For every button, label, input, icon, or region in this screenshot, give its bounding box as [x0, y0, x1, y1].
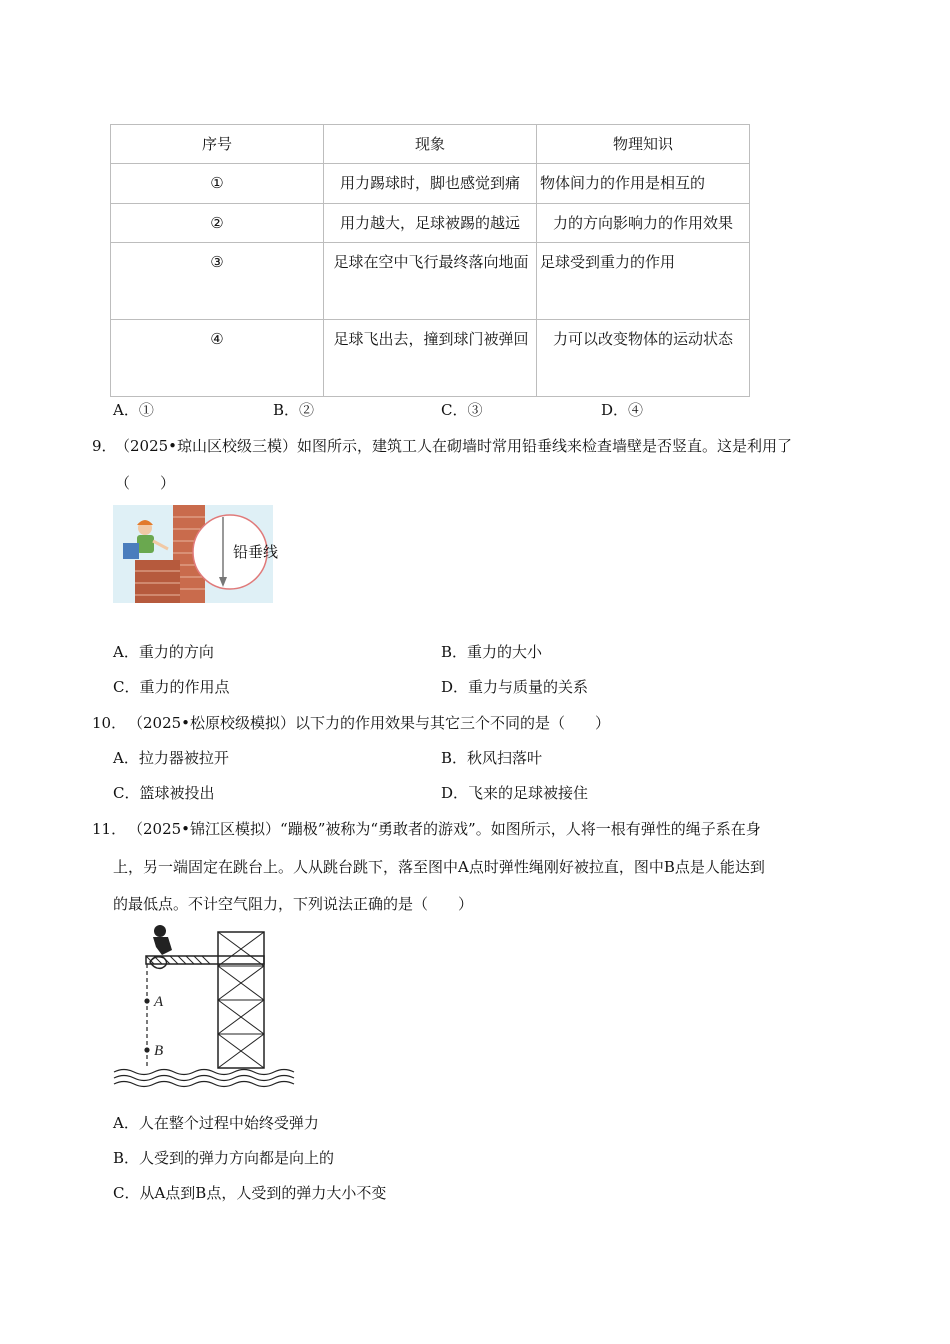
row-num: ③: [111, 243, 324, 320]
row-phenomenon: 用力越大，足球被踢的越远: [324, 204, 537, 243]
jumper: [150, 925, 172, 968]
row-knowledge: 力的方向影响力的作用效果: [537, 204, 750, 243]
q9-stem-line1: （2025•琼山区校级三模）如图所示，建筑工人在砌墙时常用铅垂线来检查墙壁是否竖直。这是利用了: [115, 437, 793, 455]
q10-option-d[interactable]: D．飞来的足球被接住: [441, 784, 589, 802]
row-knowledge: 力可以改变物体的运动状态: [537, 320, 750, 397]
q10-stem-line1: （2025•松原校级模拟）以下力的作用效果与其它三个不同的是（ ）: [128, 714, 611, 732]
row-phenomenon: 足球飞出去，撞到球门被弹回: [324, 320, 537, 397]
plumb-line-figure: [113, 505, 279, 603]
tower: [218, 932, 264, 1068]
header-knowledge: 物理知识: [537, 125, 750, 164]
row-phenomenon: 用力踢球时，脚也感觉到痛: [324, 164, 537, 204]
q10-number: 10．: [92, 714, 127, 732]
bungee-figure: [110, 922, 295, 1087]
label-b: B: [154, 1043, 164, 1059]
water-waves: [114, 1070, 294, 1087]
plumb-label: 铅垂线: [233, 544, 279, 561]
knowledge-table: [110, 124, 750, 397]
q8-option-a[interactable]: A．①: [113, 401, 154, 419]
row-num: ①: [111, 164, 324, 204]
q9-stem-line2: （ ）: [115, 474, 176, 492]
point-b: [144, 1047, 149, 1052]
q11-option-b[interactable]: B．人受到的弹力方向都是向上的: [113, 1149, 335, 1167]
table-row: [111, 243, 750, 320]
q11-stem-line1: （2025•锦江区模拟）“蹦极”被称为“勇敢者的游戏”。如图所示，人将一根有弹性的绳子系在身: [128, 820, 761, 838]
row-knowledge: 物体间力的作用是相互的: [537, 164, 750, 204]
header-num: 序号: [111, 125, 324, 164]
table-header-row: [111, 125, 750, 164]
q9-option-c[interactable]: C．重力的作用点: [113, 678, 230, 696]
q8-option-d[interactable]: D．④: [601, 401, 644, 419]
header-phenomenon: 现象: [324, 125, 537, 164]
row-knowledge: 足球受到重力的作用: [537, 243, 750, 320]
q9-number: 9．: [92, 437, 117, 455]
q11-number: 11．: [92, 820, 127, 838]
q10-option-a[interactable]: A．拉力器被拉开: [113, 749, 229, 767]
q11-option-c[interactable]: C．从A点到B点，人受到的弹力大小不变: [113, 1184, 387, 1202]
table-row: [111, 204, 750, 243]
table-row: [111, 320, 750, 397]
table-row: [111, 164, 750, 204]
q9-option-d[interactable]: D．重力与质量的关系: [441, 678, 589, 696]
row-num: ④: [111, 320, 324, 397]
q8-option-b[interactable]: B．②: [273, 401, 315, 419]
q10-option-c[interactable]: C．篮球被投出: [113, 784, 215, 802]
row-phenomenon: 足球在空中飞行最终落向地面: [324, 243, 537, 320]
q9-option-a[interactable]: A．重力的方向: [113, 643, 214, 661]
q11-stem-line3: 的最低点。不计空气阻力，下列说法正确的是（ ）: [113, 895, 474, 913]
label-a: A: [154, 994, 164, 1010]
q11-stem-line2: 上，另一端固定在跳台上。人从跳台跳下，落至图中A点时弹性绳刚好被拉直，图中B点是人能达到: [113, 858, 765, 876]
row-num: ②: [111, 204, 324, 243]
q9-option-b[interactable]: B．重力的大小: [441, 643, 543, 661]
q11-option-a[interactable]: A．人在整个过程中始终受弹力: [113, 1114, 319, 1132]
q10-option-b[interactable]: B．秋风扫落叶: [441, 749, 543, 767]
q8-option-c[interactable]: C．③: [441, 401, 483, 419]
platform: [146, 956, 264, 964]
point-a: [144, 998, 149, 1003]
